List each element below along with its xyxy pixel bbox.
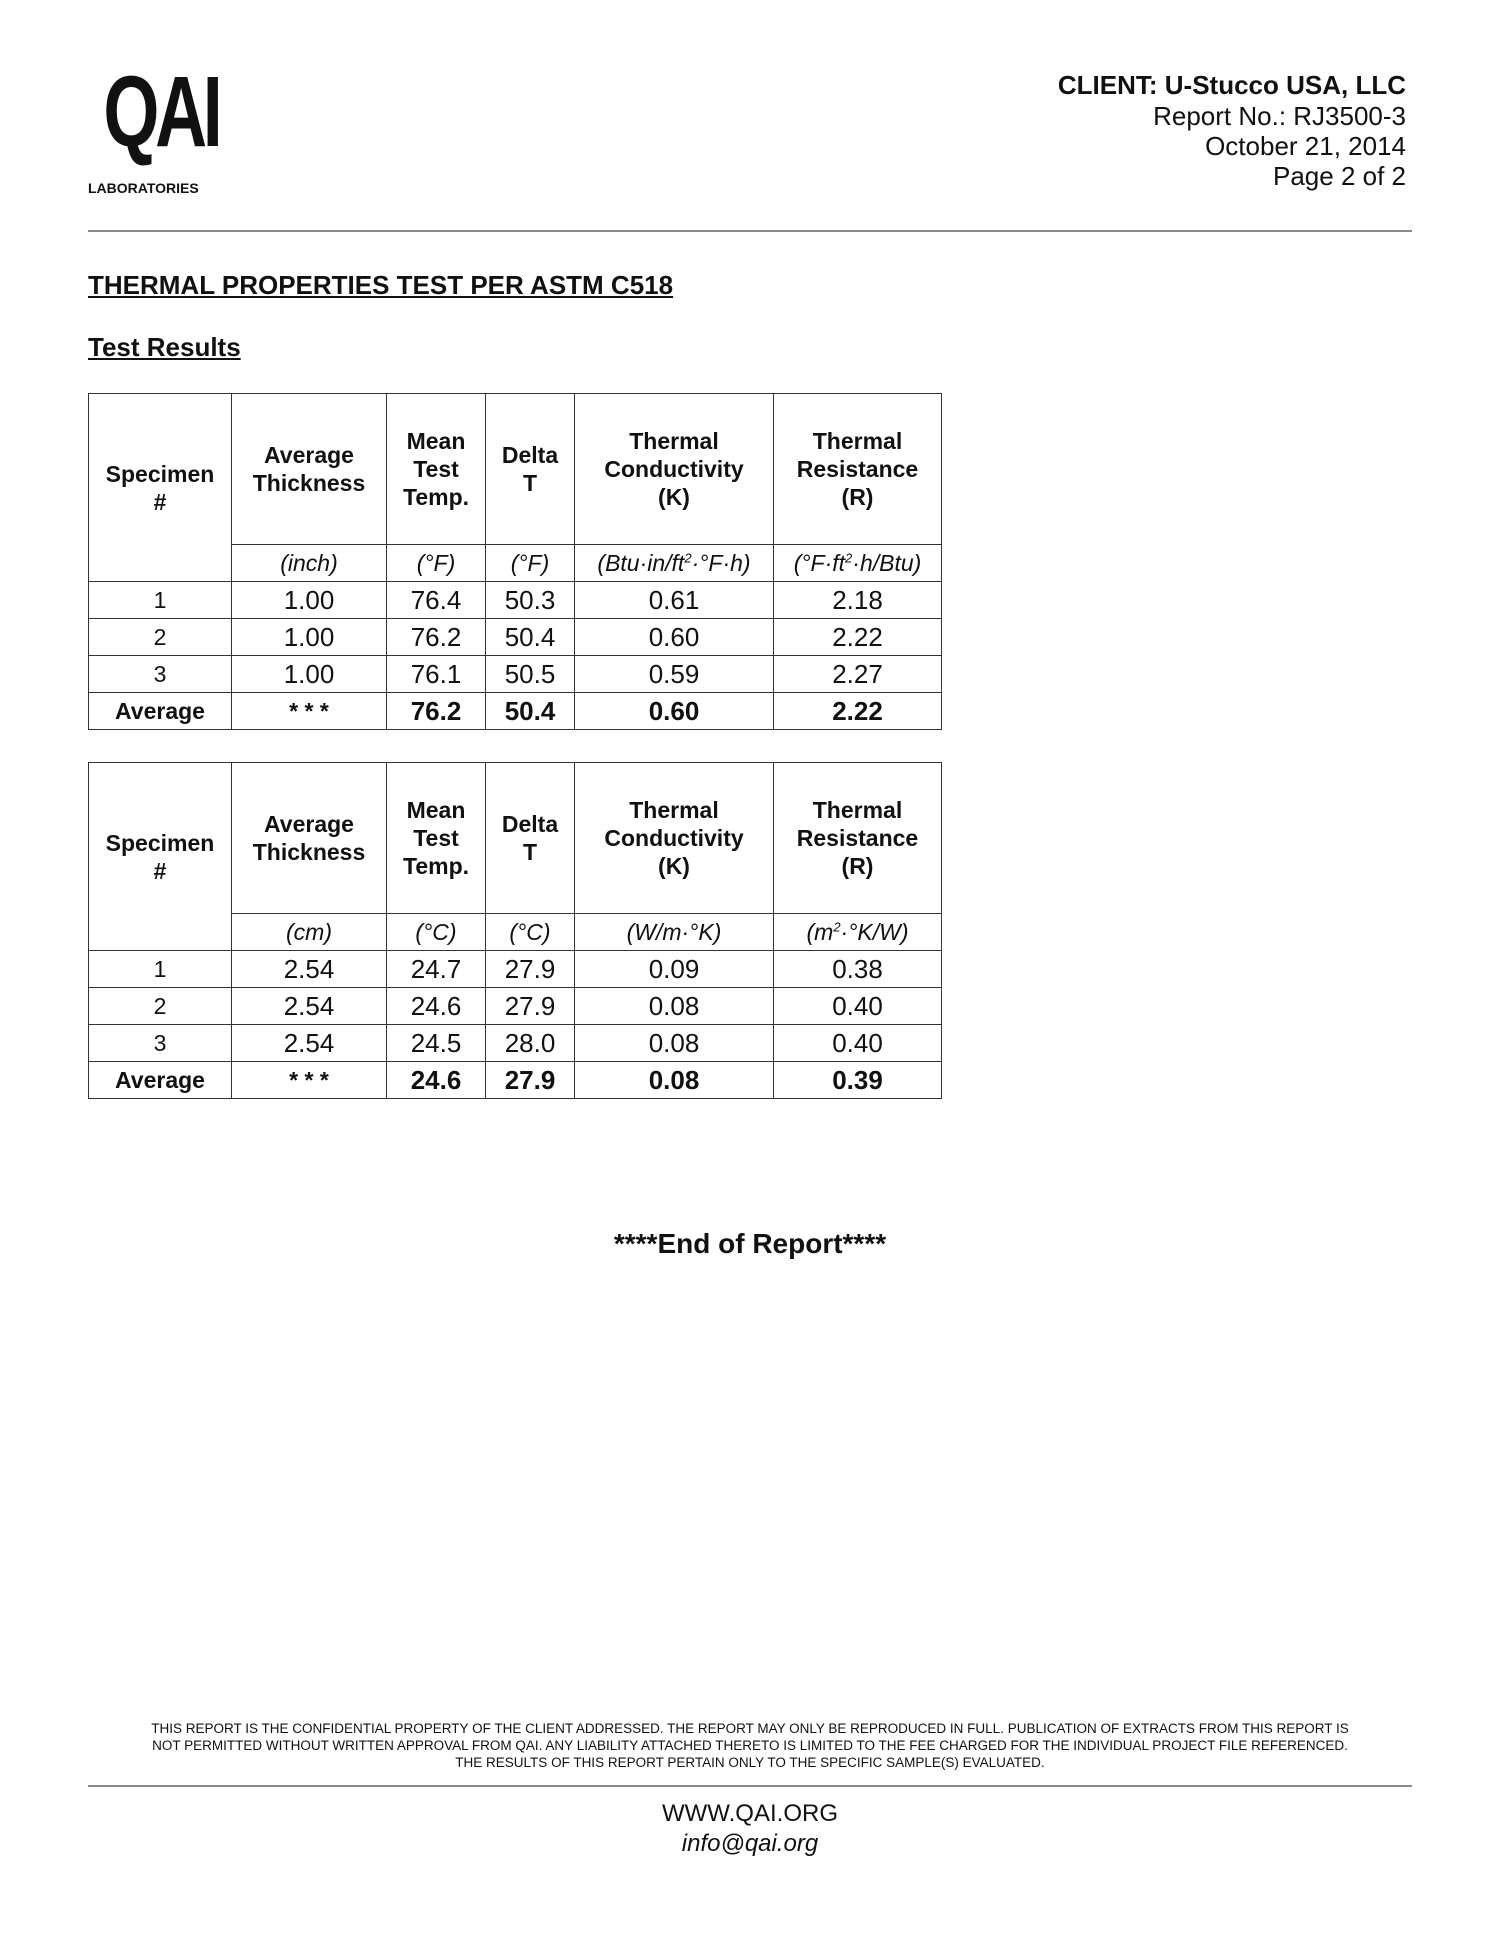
header-mean-test-temp: Mean Test Temp.	[387, 394, 486, 545]
report-header	[1058, 70, 1406, 191]
unit-conductivity: (W/m·°K)	[575, 914, 774, 951]
header-thermal-resistance: Thermal Resistance (R)	[774, 394, 942, 545]
results-table-imperial	[88, 393, 942, 730]
header-specimen: Specimen #	[89, 394, 232, 582]
header-divider	[88, 230, 1412, 232]
table-average-row: Average * * * 76.2 50.4 0.60 2.22	[89, 693, 942, 730]
report-number: Report No.: RJ3500-3	[1153, 101, 1406, 131]
website-link[interactable]: WWW.QAI.ORG	[662, 1800, 838, 1827]
unit-resistance: $(^\circ F\cdot ft^2\cdot h/Btu)$	[774, 545, 942, 582]
unit-thickness: (cm)	[232, 914, 387, 951]
header-delta-t: Delta T	[486, 394, 575, 545]
table-row: 1 2.54 24.7 27.9 0.09 0.38	[89, 951, 942, 988]
qai-logo	[88, 56, 219, 196]
email-link[interactable]: info@qai.org	[681, 1830, 819, 1857]
client-name: CLIENT: U-Stucco USA, LLC	[1057, 70, 1406, 100]
header-specimen: Specimen #	[89, 763, 232, 951]
page-number: Page 2 of 2	[1273, 161, 1406, 191]
unit-temp: (°C)	[387, 914, 486, 951]
header-thermal-resistance: Thermal Resistance (R)	[774, 763, 942, 914]
logo-subtitle: LABORATORIES	[88, 180, 199, 196]
confidentiality-disclaimer: THIS REPORT IS THE CONFIDENTIAL PROPERTY OF THE CLIENT ADDRESSED. THE REPORT MAY ONLY BE REPRODUCED IN FULL. PUBLICATION OF EXTRACTS FROM THIS REPORT IS NOT PERMITTED WITHOUT WRITTEN APPROVAL FROM QAI. ANY LIABILITY ATTACHED THERETO IS LIMITED TO THE FEE CHARGED FOR THE INDIVIDUAL PROJECT FILE REFERENCED. THE RESULTS OF THIS REPORT PERTAIN ONLY TO THE SPECIFIC SAMPLE(S) EVALUATED.	[151, 1721, 1349, 1770]
table-header-row	[89, 763, 942, 914]
header-thermal-conductivity: Thermal Conductivity (K)	[575, 394, 774, 545]
table-row: 3 1.00 76.1 50.5 0.59 2.27	[89, 656, 942, 693]
table-row: 2 2.54 24.6 27.9 0.08 0.40	[89, 988, 942, 1025]
header-average-thickness: Average Thickness	[232, 394, 387, 545]
table-row: 3 2.54 24.5 28.0 0.08 0.40	[89, 1025, 942, 1062]
table-average-row: Average * * * 24.6 27.9 0.08 0.39	[89, 1062, 942, 1099]
unit-resistance: $(m^2\cdot^\circ K/W)$	[774, 914, 942, 951]
header-mean-test-temp: Mean Test Temp.	[387, 763, 486, 914]
unit-temp: (°F)	[387, 545, 486, 582]
header-thermal-conductivity: Thermal Conductivity (K)	[575, 763, 774, 914]
unit-conductivity: $(Btu\cdot in/ft^2\cdot^\circ F\cdot h)$	[575, 545, 774, 582]
header-delta-t: Delta T	[486, 763, 575, 914]
end-of-report: ****End of Report****	[613, 1228, 887, 1259]
unit-thickness: (inch)	[232, 545, 387, 582]
footer-divider	[88, 1785, 1412, 1787]
unit-delta: (°F)	[486, 545, 575, 582]
table-row: 2 1.00 76.2 50.4 0.60 2.22	[89, 619, 942, 656]
test-results-title: Test Results	[88, 332, 241, 362]
section-title: THERMAL PROPERTIES TEST PER ASTM C518	[88, 270, 674, 300]
logo-mark: QAI	[103, 56, 219, 168]
table-row: 1 1.00 76.4 50.3 0.61 2.18	[89, 582, 942, 619]
results-table-metric	[88, 762, 942, 1099]
table-header-row	[89, 394, 942, 545]
report-date: October 21, 2014	[1205, 131, 1406, 161]
header-average-thickness: Average Thickness	[232, 763, 387, 914]
unit-delta: (°C)	[486, 914, 575, 951]
